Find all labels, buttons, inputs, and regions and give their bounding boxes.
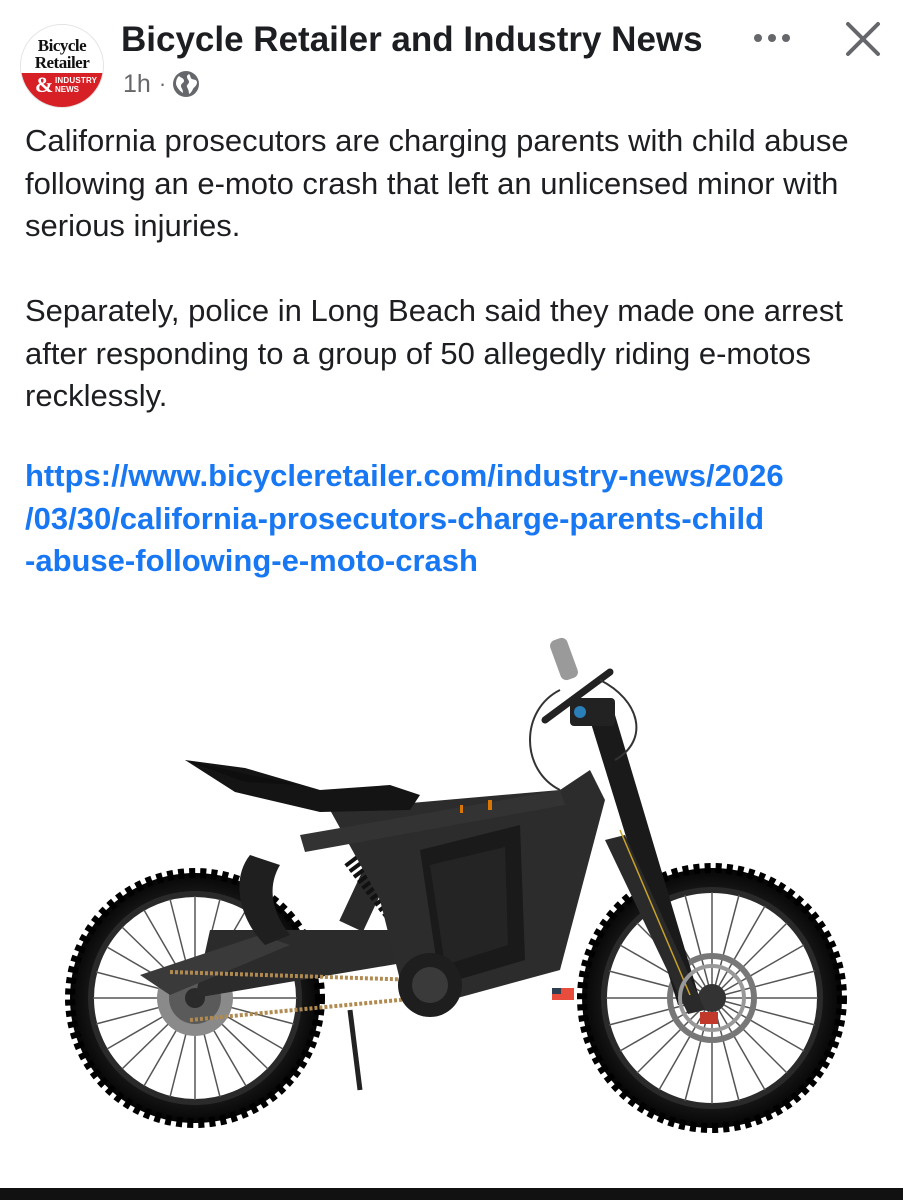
article-link-line[interactable]: /03/30/california-prosecutors-charge-parents-child: [25, 500, 765, 536]
avatar-logo-industry: INDUSTRY: [55, 76, 98, 85]
avatar-logo-top: [21, 25, 103, 73]
article-link[interactable]: [25, 455, 885, 583]
close-icon: [844, 20, 882, 58]
avatar-logo-news: NEWS: [55, 85, 79, 94]
post-meta: [123, 68, 200, 100]
avatar-logo-line1: Bicycle: [37, 36, 87, 55]
avatar-logo-line2: Retailer: [34, 53, 90, 72]
post-timestamp[interactable]: 1h: [123, 69, 151, 98]
e-moto-image: [0, 600, 903, 1188]
globe-icon[interactable]: [172, 70, 200, 98]
avatar-logo-bottom: [21, 73, 103, 108]
more-horizontal-icon: [750, 32, 794, 44]
article-link-line[interactable]: https://www.bicycleretailer.com/industry-news/2026: [25, 458, 784, 493]
post-paragraph: California prosecutors are charging parents with child abuse following an e-moto crash that left an unlicensed minor with serious injuries.: [25, 123, 849, 243]
front-wheel: [582, 868, 842, 1128]
bottom-divider: [0, 1188, 903, 1200]
page-name[interactable]: Bicycle Retailer and Industry News: [121, 20, 703, 59]
post-image[interactable]: [0, 600, 903, 1188]
post-paragraph: Separately, police in Long Beach said they made one arrest after responding to a group of 50 allegedly riding e-motos recklessly.: [25, 293, 843, 413]
page-avatar[interactable]: [20, 24, 104, 108]
more-options-button[interactable]: [748, 22, 796, 54]
meta-separator: ·: [158, 71, 167, 96]
close-button[interactable]: [842, 18, 884, 60]
article-link-line[interactable]: -abuse-following-e-moto-crash: [25, 543, 478, 578]
avatar-logo-ampersand: &: [35, 72, 54, 97]
